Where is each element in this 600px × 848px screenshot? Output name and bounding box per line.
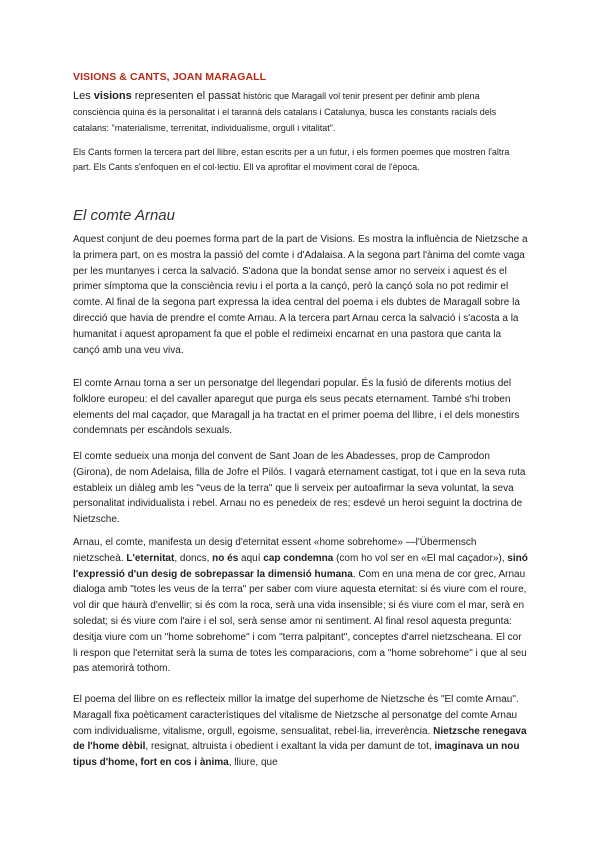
p5-text-2: , resignat, altruista i obedient i exaltant la vida per damunt de tot, [145, 741, 435, 753]
p4-bold-2: no és [212, 552, 239, 564]
intro-lead-rest: representen el passat [131, 90, 241, 102]
intro-keyword-visions: visions [93, 90, 132, 102]
intro-paragraph-visions [73, 88, 528, 136]
p4-bold-3: cap condemna [263, 552, 334, 564]
p5-text-3: , lliure, que [228, 757, 278, 769]
section-heading: El comte Arnau [73, 207, 175, 224]
paragraph-1: Aquest conjunt de deu poemes forma part de la part de Visions. Es mostra la influència de Nietzsche a la primera part, on es mostra la passió del comte i d'Adalaisa. A la segona part l'ànima del comte vaga per les muntanyes i cerca la salvació. S'adona que la bondat sense amor no serveix i aquest és el primer símptoma que la consciència reviu i el porta a la cançó, però la cançó sola no pot redimir el comte. Al final de la segona part expressa la idea central del poema i els dubtes de Maragall sobre la direcció que havia de prendre el comte Arnau. A la tercera part Arnau cerca la salvació i s'acosta a la humanitat i aquest apropament fa que el poble el redimeixi encarnat en una pastora que canta la cançó amb una veu viva. [73, 234, 528, 356]
p4-text-2: , doncs, [174, 552, 213, 564]
p4-text-4: (com ho vol ser en «El mal caçador»), [333, 552, 508, 564]
p4-text-1: Arnau, el comte, manifesta un desig d'eternitat essent «home sobrehome» —l'Übermensch nietzscheà. [73, 537, 477, 564]
intro-paragraph-cants: Els Cants formen la tercera part del llibre, estan escrits per a un futur, i els formen poemes que mostren l'altra part. Els Cants s'enfoquen en el col·lectiu. Ell va aprofitar el moviment coral de l'època. [73, 147, 510, 172]
paragraph-4 [73, 535, 528, 677]
p4-bold-1: L'eternitat [126, 552, 175, 564]
document-title: VISIONS & CANTS, JOAN MARAGALL [73, 71, 267, 83]
p5-text-1: El poema del llibre on es reflecteix millor la imatge del superhome de Nietzsche és "El comte Arnau". Maragall fixa poèticament característiques del vitalisme de Nietzsche al personatge del comte Arnau com individualisme, vitalisme, orgull, egoisme, sensualitat, rebel·lia, irreverència. [73, 694, 519, 737]
p4-text-5: . Com en una mena de cor grec, Arnau dialoga amb "totes les veus de la terra" per saber com viure aquesta eternitat: si és viure com el roure, vol dir que haurà d'envellir; si és com la roca, serà una vida insensible; si és viure com el mar, serà en soledat; si és viure com l'aire i el sol, serà sense amor ni sentiment. Al final resol aquesta pregunta: desitja viure com un "home sobrehome" i com "terra palpitant", conceptes d'arrel nietzscheana. El cor li respon que l'eternitat serà la suma de totes les comparacions, com a "home sobrehome" i que al seu pas atemorirà tothom. [73, 568, 527, 675]
p4-bold-4: sinó l'expressió d'un desig de sobrepassar la dimensió humana [73, 552, 528, 580]
p4-text-3: aquí [238, 552, 264, 564]
p5-bold-1: Nietzsche renegava de l'home dèbil [73, 725, 527, 753]
intro-body: històric que Maragall vol tenir present per definir amb plena consciència quina és la personalitat i el tarannà dels catalans i Catalunya, busca les constants racials dels catalans: "materialisme, terrenitat, individualisme, orgull i vitalitat". [73, 91, 497, 133]
p5-bold-2: imaginava un nou tipus d'home, fort en cos i ànima [73, 741, 520, 769]
paragraph-5 [73, 692, 528, 771]
paragraph-3: El comte sedueix una monja del convent de Sant Joan de les Abadesses, prop de Camprodon (Girona), de nom Adelaisa, filla de Jofre el Pilós. I vagarà eternament castigat, tot i que en la seva ruta estableix un diàleg amb les "veus de la terra" que li serveix per autoafirmar la seva voluntat, la seva personalitat individualista i rebel. Arnau no es penedeix de res; esdevé un heroi seguint la doctrina de Nietzsche. [73, 451, 526, 526]
intro-lead: Les [73, 90, 94, 102]
paragraph-2: El comte Arnau torna a ser un personatge del llegendari popular. És la fusió de diferents motius del folklore europeu: el del cavaller aparegut que purga els seus pecats eternament. També s'hi troben elements del mal caçador, que Maragall ja ha tractat en el primer poema del llibre, i el dels monestirs condemnats per escàndols sexuals. [73, 378, 520, 437]
